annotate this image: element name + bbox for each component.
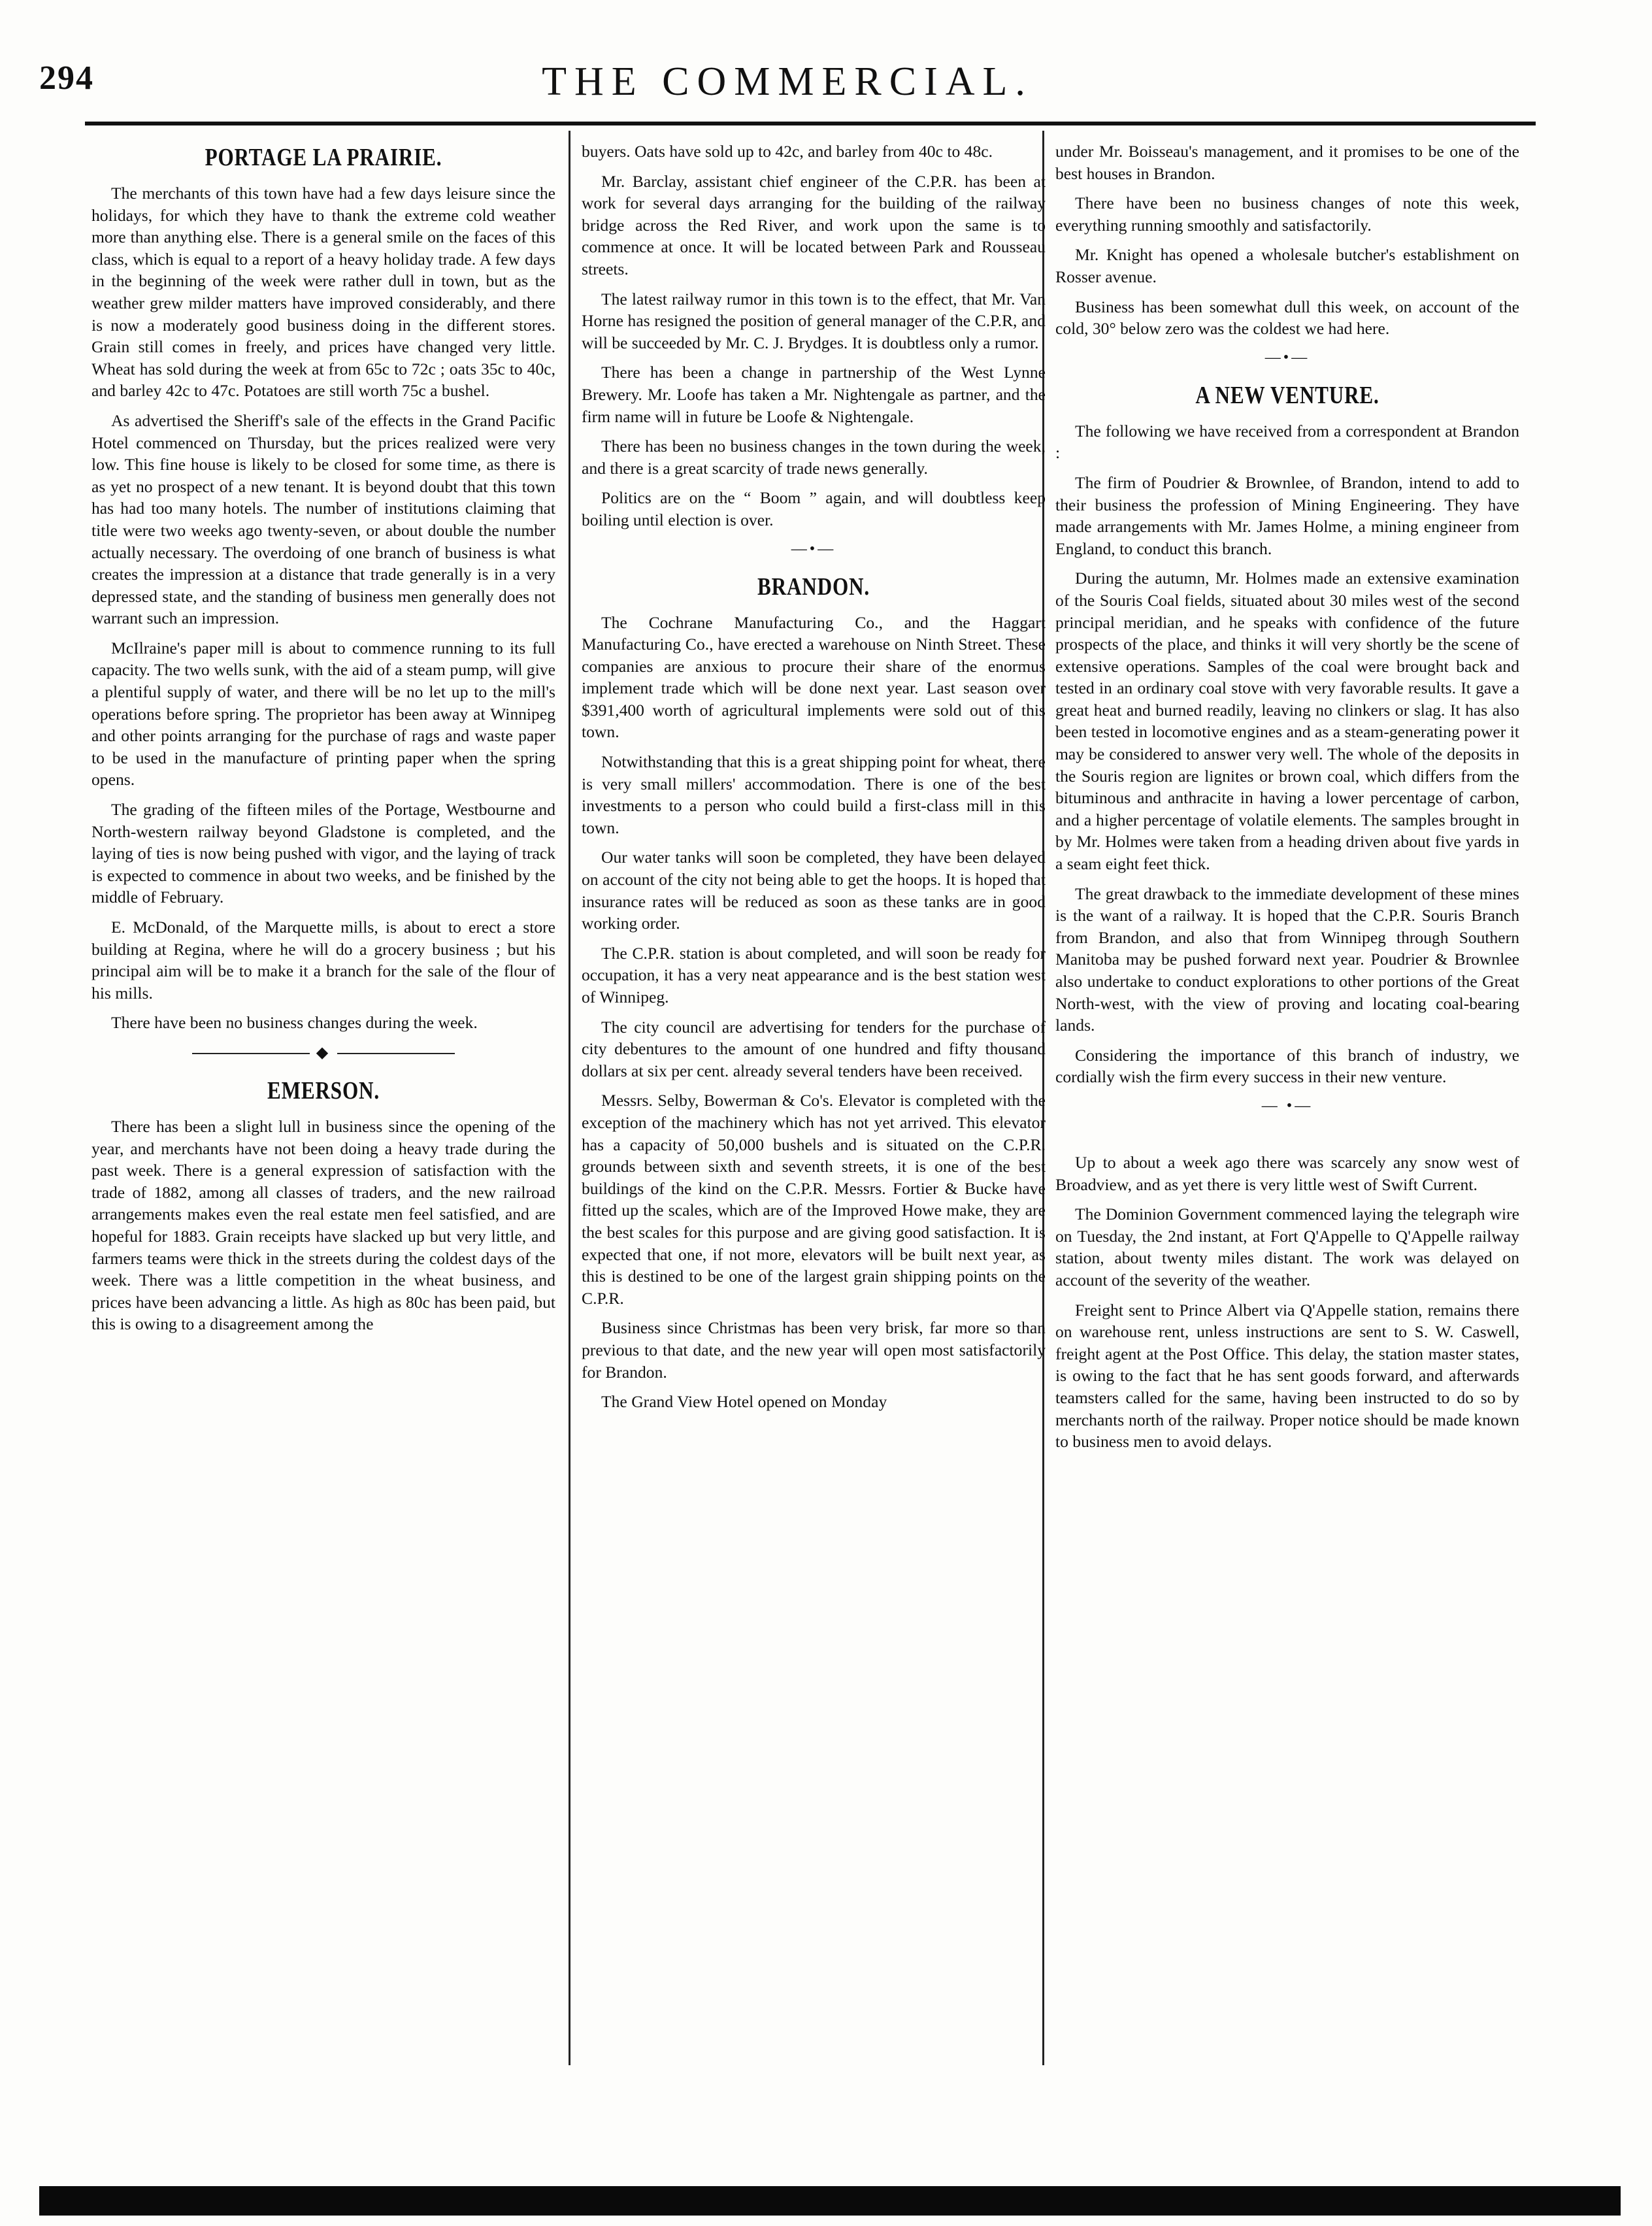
article-paragraph: There have been no business changes of note this week, everything running smoothly and satisfactorily. — [1055, 193, 1519, 235]
page-header — [39, 59, 1536, 118]
section-title-emerson: EMERSON. — [267, 1076, 380, 1105]
article-paragraph: Considering the importance of this branch of industry, we cordially wish the firm every success in their new venture. — [1055, 1045, 1519, 1087]
article-paragraph: The great drawback to the immediate development of these mines is the want of a railway. It is hoped that the C.P.R. Souris Branch from Brandon, and also that from Winnipeg through Southern Manitoba may be pushed forward next year. Poudrier & Brownlee also undertake to conduct explorations to other portions of the Great North-west, with the view of proving and locating coal-bearing lands. — [1055, 884, 1519, 1035]
masthead-title: THE COMMERCIAL. — [542, 59, 1033, 104]
article-paragraph: Notwithstanding that this is a great shipping point for wheat, there is very small millers' accommodation. There is one of the best investments to a person who could build a first-class mill in this town. — [582, 752, 1046, 837]
article-paragraph: The C.P.R. station is about completed, and will soon be ready for occupation, it has a very neat appearance and is the best station west of Winnipeg. — [582, 943, 1046, 1006]
article-paragraph: Mr. Knight has opened a wholesale butcher's establishment on Rosser avenue. — [1055, 245, 1519, 286]
article-paragraph: The merchants of this town have had a few days leisure since the holidays, for which they have to thank the extreme cold weather more than anything else. There is a general smile on the faces of this class, which is equal to a report of a heavy holiday trade. A few days in the beginning of the week were rather dull in town, but as the weather grew milder matters have improved considerably, and there is now a moderately good business doing in the different stores. Grain still comes in freely, and prices have changed very little. Wheat has sold during the week at from 65c to 72c ; oats 35c to 40c, and barley 42c to 47c. Potatoes are still worth 75c a bushel. — [91, 184, 555, 401]
column-1 — [91, 141, 555, 2049]
section-title-portage: PORTAGE LA PRAIRIE. — [205, 144, 442, 171]
article-paragraph: There have been no business changes during the week. — [111, 1013, 478, 1033]
column-3 — [1055, 141, 1519, 2049]
article-paragraph: Our water tanks will soon be completed, they have been delayed on account of the city not being able to get the hoops. It is hoped that insurance rates will be reduced as soon as these tanks are in good working order. — [582, 848, 1046, 933]
article-paragraph: There has been a slight lull in business since the opening of the year, and merchants have not been doing a heavy trade during the past week. There is a general expression of satisfaction with the trade of 1882, among all classes of traders, and the new railroad arrangements makes even the real estate men feel satisfied, and are hopeful for 1883. Grain receipts have slacked up but very little, and farmers teams were thick in the streets during the coldest days of the week. There was a little competition in the wheat business, and prices have been advancing a little. As high as 80c has been paid, but this is owing to a disagreement among the — [91, 1116, 555, 1334]
article-paragraph: Politics are on the “ Boom ” again, and will doubtless keep boiling until election is over. — [582, 488, 1046, 529]
article-paragraph: under Mr. Boisseau's management, and it promises to be one of the best houses in Brandon. — [1055, 142, 1519, 183]
bottom-scan-border — [39, 2186, 1621, 2216]
column-2 — [582, 141, 1046, 2049]
article-paragraph: As advertised the Sheriff's sale of the effects in the Grand Pacific Hotel commenced on Thursday, but the prices realized were very low. This fine house is likely to be closed for some time, as there is as yet no prospect of a new tenant. It is beyond doubt that this town has had too many hotels. The number of institutions claiming that title were two weeks ago twenty-seven, or about double the number actually necessary. The overdoing of one branch of business is what creates the impression at a distance that trade generally is in a very depressed state, and the standing of business men generally does not warrant such an impression. — [91, 410, 555, 628]
article-paragraph: Messrs. Selby, Bowerman & Co's. Elevator is completed with the exception of the machinery which has not yet arrived. This elevator has a capacity of 50,000 bushels and is situated on the C.P.R. grounds between sixth and seventh streets, it is one of the best buildings of the kind on the C.P.R. Messrs. Fortier & Bucke have fitted up the scales, which are of the Improved Howe make, they are the best scales for this purpose and are giving good satisfaction. It is expected that one, if not more, elevators will be built next year, as this is destined to be one of the largest grain shipping points on the C.P.R. — [582, 1091, 1046, 1308]
article-paragraph: The Cochrane Manufacturing Co., and the Haggart Manufacturing Co., have erected a warehouse on Ninth Street. These companies are anxious to procure their share of the enormus implement trade which will be done next year. Last season over $391,400 worth of agricultural implements were sold out of this town. — [582, 612, 1046, 742]
article-paragraph: The firm of Poudrier & Brownlee, of Brandon, intend to add to their business the profession of Mining Engineering. They have made arrangements with Mr. James Holme, a mining engineer from England, to conduct this branch. — [1055, 473, 1519, 558]
article-paragraph: The Dominion Government commenced laying the telegraph wire on Tuesday, the 2nd instant, at Fort Q'Appelle to Q'Appelle railway station, about twenty miles distant. The work was delayed on account of the severity of the weather. — [1055, 1204, 1519, 1289]
section-separator: — •— — [1261, 1097, 1313, 1114]
article-paragraph: There has been a change in partnership of the West Lynne Brewery. Mr. Loofe has taken a Mr. Nightengale as partner, and the firm name will in future be Loofe & Nightengale. — [582, 363, 1046, 426]
article-paragraph: E. McDonald, of the Marquette mills, is about to erect a store building at Regina, where he will do a grocery business ; but his principal aim will be to make it a branch for the sale of the flour of his mills. — [91, 918, 555, 1003]
article-paragraph: Freight sent to Prince Albert via Q'Appelle station, remains there on warehouse rent, unless instructions are sent to S. W. Caswell, freight agent at the Post Office. This delay, the station master states, is owing to the fact that he has sent goods forward, and afterwards teamsters called for the same, having been instructed to do so by merchants north of the railway. Proper notice should be made known to business men to avoid delays. — [1055, 1300, 1519, 1452]
article-paragraph: During the autumn, Mr. Holmes made an extensive examination of the Souris Coal fields, situated about 30 miles west of the second principal meridian, and he speaks with confidence of the future prospects of the place, and thinks it will very shortly be the scene of extensive operations. Samples of the coal were brought back and tested in an ordinary coal stove with very favorable results. It gave a great heat and burned readily, leaving no clinkers or slag. It has also been tested in locomotive engines and as a steam-generating power it may be considered to answer very well. The whole of the deposits in the Souris region are lignites or brown coal, which differs from the bituminous and anthracite in having a lower percentage of carbon, and a higher percentage of volatile elements. The samples brought in by Mr. Holmes were taken from a heading driven about five yards in a seam eight feet thick. — [1055, 569, 1519, 874]
section-separator: —•— — [791, 540, 836, 557]
page-number: 294 — [39, 59, 94, 97]
article-paragraph: There has been no business changes in the town during the week, and there is a great scarcity of trade news generally. — [582, 437, 1046, 478]
article-paragraph: McIlraine's paper mill is about to commence running to its full capacity. The two wells sunk, with the aid of a steam pump, will give a plentiful supply of water, and there will be no let up to the mill's operations before spring. The proprietor has been away at Winnipeg and other points arranging for the purchase of rags and waste paper to be used in the manufacture of printing paper when the spring opens. — [91, 638, 555, 789]
column-divider — [569, 131, 570, 2065]
article-paragraph: The Grand View Hotel opened on Monday — [601, 1392, 887, 1412]
article-paragraph: Mr. Barclay, assistant chief engineer of the C.P.R. has been at work for several days arranging for the building of the railway bridge across the Red River, and work upon the same is to commence at once. It will be located between Park and Rousseau streets. — [582, 171, 1046, 278]
article-paragraph: buyers. Oats have sold up to 42c, and barley from 40c to 48c. — [582, 142, 993, 161]
article-paragraph: Business since Christmas has been very brisk, far more so than previous to that date, and the new year will open most satisfactorily for Brandon. — [582, 1318, 1046, 1382]
article-paragraph: The following we have received from a correspondent at Brandon : — [1055, 421, 1519, 463]
section-separator: ◆ — [91, 1043, 555, 1062]
section-separator: —•— — [1264, 348, 1310, 366]
article-paragraph: The latest railway rumor in this town is to the effect, that Mr. Van Horne has resigned the position of general manager of the C.P.R, and will be succeeded by Mr. C. J. Brydges. It is doubtless only a rumor. — [582, 289, 1046, 352]
article-paragraph: Business has been somewhat dull this week, on account of the cold, 30° below zero was the coldest we had here. — [1055, 297, 1519, 339]
section-title-brandon: BRANDON. — [757, 573, 870, 601]
header-rule — [85, 122, 1536, 125]
article-paragraph: The city council are advertising for tenders for the purchase of city debentures to the amount of one hundred and fifty thousand dollars at six per cent. already several tenders have been received. — [582, 1017, 1046, 1080]
section-title-new-venture: A NEW VENTURE. — [1195, 381, 1379, 409]
article-paragraph: The grading of the fifteen miles of the Portage, Westbourne and North-western railway beyond Gladstone is completed, and the laying of ties is now being pushed with vigor, and the laying of track is expected to commence in about two weeks, and be finished by the middle of February. — [91, 800, 555, 907]
article-paragraph: Up to about a week ago there was scarcely any snow west of Broadview, and as yet there is very little west of Swift Current. — [1055, 1152, 1519, 1194]
